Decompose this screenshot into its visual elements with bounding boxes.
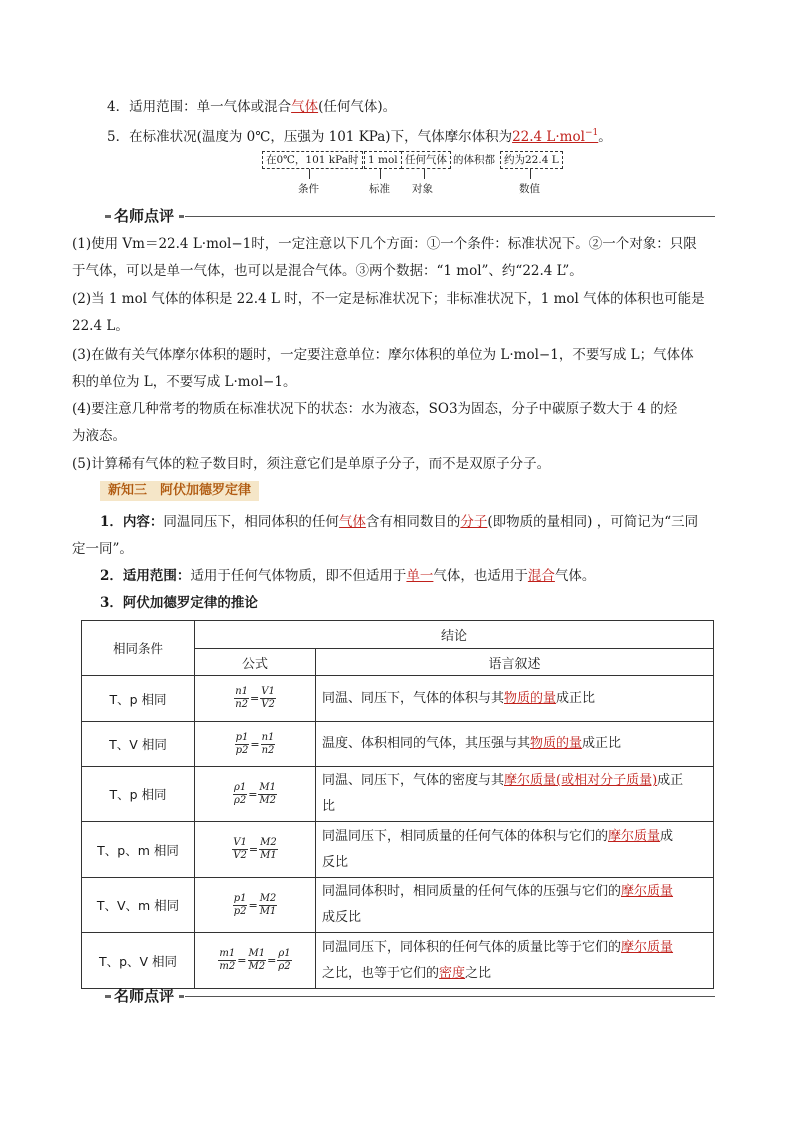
comment-header [105,986,715,1006]
condition-cell: T、p、V 相同 [82,933,195,989]
formula-cell: $\frac{p1}{p2}$ = $\frac{M2}{M1}$ [195,878,316,933]
fraction: $\frac{M1}{M2}$ [248,948,266,972]
section-title: 新知三 阿伏加德罗定律 [100,481,259,501]
comment-title: 名师点评 [114,207,175,225]
diagram-connector [380,169,381,179]
note-3-line-2: 积的单位为 L，不要写成 L·mol−1。 [72,374,297,390]
note-4-line-2: 为液态。 [72,428,126,444]
condition-cell: T、p、m 相同 [82,822,195,878]
fraction: $\frac{n1}{n2}$ [235,686,248,710]
para-4: 4．适用范围：单一气体或混合气体(任何气体)。 [107,99,397,115]
note-3-line-1: (3)在做有关气体摩尔体积的题时，一定要注意单位：摩尔体积的单位为 L·mol−1，不要写成 L；气体体 [72,347,694,363]
diagram-connector [530,169,531,179]
description-cell: 同温同体积时，相同质量的任何气体的压强与它们的摩尔质量 成反比 [316,878,714,933]
note-1-line-1: (1)使用 Vm＝22.4 L·mol−1时，一定注意以下几个方面：①一个条件：标准状况下。②一个对象：只限 [72,236,697,252]
header-bullet [105,995,111,998]
diagram-label: 数值 [519,183,540,195]
note-5-line-1: (5)计算稀有气体的粒子数目时，须注意它们是单原子分子，而不是双原子分子。 [72,456,551,472]
diagram-label: 标准 [369,183,390,195]
condition-cell: T、V 相同 [82,722,195,767]
fraction: $\frac{m1}{m2}$ [219,948,236,972]
header-bullet [179,995,184,998]
header-bullet [179,215,184,218]
diagram-label: 条件 [298,183,319,195]
fraction: $\frac{p1}{p2}$ [235,731,249,756]
condition-cell: T、p 相同 [82,676,195,722]
header-conclusion: 结论 [195,621,714,649]
fraction: $\frac{M1}{M2}$ [259,781,277,806]
formula-cell: $\frac{p1}{p2}$ = $\frac{n1}{n2}$ [195,722,316,767]
description-cell: 同温、同压下，气体的体积与其物质的量成正比 [316,676,714,722]
condition-cell: T、V、m 相同 [82,878,195,933]
fraction: $\frac{M2}{M1}$ [260,837,277,861]
table-row [82,676,714,722]
table-row [82,767,714,822]
table-row [82,722,714,767]
fraction: $\frac{\rho 1}{\rho 2}$ [278,948,291,972]
description-cell: 同温、同压下，气体的密度与其摩尔质量(或相对分子质量)成正 比 [316,767,714,822]
formula-cell: $\frac{m1}{m2}$ = $\frac{M1}{M2}$ = $\frac{\rho 1}{\rho 2}$ [195,933,316,989]
table-row [82,933,714,989]
diagram-box-value: 约为22.4 L [500,151,563,169]
note-2-line-1: (2)当 1 mol 气体的体积是 22.4 L 时，不一定是标准状况下；非标准状况下，1 mol 气体的体积也可能是 [72,291,705,307]
law-content: 1．内容：同温同压下，相同体积的任何气体含有相同数目的分子(即物质的量相同) ，可简记为“三同 [100,514,699,530]
formula-cell: $\frac{V1}{V2}$ = $\frac{M2}{M1}$ [195,822,316,878]
fraction: $\frac{\rho 1}{\rho 2}$ [233,781,247,806]
law-content-line-2: 定一同”。 [72,541,133,557]
condition-cell: T、p 相同 [82,767,195,822]
fraction: $\frac{M2}{M1}$ [259,892,277,917]
law-scope: 2．适用范围：适用于任何气体物质，即不但适用于单一气体，也适用于混合气体。 [100,568,596,584]
description-cell: 温度、体积相同的气体，其压强与其物质的量成正比 [316,722,714,767]
diagram-box-standard: 1 mol [364,151,402,169]
para-5: 5．在标准状况(温度为 0℃，压强为 101 KPa)下，气体摩尔体积为22.4 L·mol$^{-1}$。 [107,128,612,145]
table-row [82,822,714,878]
header-rule [185,996,715,997]
fraction: $\frac{V1}{V2}$ [233,837,247,861]
fraction: $\frac{V1}{V2}$ [261,686,275,710]
diagram-connector [424,169,425,179]
description-cell: 同温同压下，同体积的任何气体的质量比等于它们的摩尔质量 之比，也等于它们的密度之比 [316,933,714,989]
note-2-line-2: 22.4 L。 [72,318,129,334]
diagram-box-condition: 在0℃，101 kPa时 [262,151,363,169]
corollary-title: 3．阿伏加德罗定律的推论 [100,595,258,611]
header-formula: 公式 [195,649,316,676]
header-rule [185,216,715,217]
header-bullet [105,215,111,218]
diagram-text: 的体积都 [453,154,495,166]
note-4-line-1: (4)要注意几种常考的物质在标准状况下的状态：水为液态，SO3为固态，分子中碳原子数大于 4 的烃 [72,401,678,417]
comment-title: 名师点评 [114,987,175,1005]
corollary-table [81,620,714,989]
header-description: 语言叙述 [316,649,714,676]
diagram-connector [309,169,310,179]
diagram-box-object: 任何气体 [401,151,451,169]
fraction: $\frac{n1}{n2}$ [261,731,275,756]
diagram-label: 对象 [412,183,433,195]
table-row [82,878,714,933]
note-1-line-2: 于气体，可以是单一气体，也可以是混合气体。③两个数据：“1 mol”、约“22.4 L”。 [72,263,583,279]
formula-cell: $\frac{n1}{n2}$ = $\frac{V1}{V2}$ [195,676,316,722]
formula-cell: $\frac{\rho 1}{\rho 2}$ = $\frac{M1}{M2}$ [195,767,316,822]
description-cell: 同温同压下，相同质量的任何气体的体积与它们的摩尔质量成 反比 [316,822,714,878]
standard-conditions-diagram [262,151,562,201]
header-condition: 相同条件 [82,621,195,676]
fraction: $\frac{p1}{p2}$ [233,892,247,917]
comment-header [105,206,715,226]
